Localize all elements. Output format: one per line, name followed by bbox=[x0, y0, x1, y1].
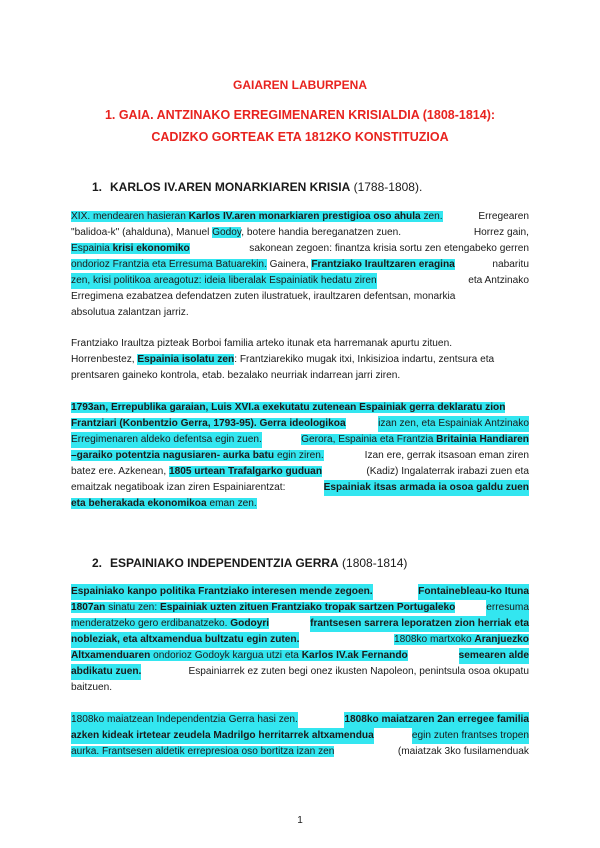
paragraph-5 bbox=[71, 712, 529, 760]
text-line: Frantziari (Konbentzio Gerra, 1793-95). Gerra ideologikoa izan zen, eta Espainiak Antzinako bbox=[71, 416, 529, 432]
text-line: menderatzeko gero erdibanatzeko. Godoyri frantsesen sarrera leporatzen zion herriak eta bbox=[71, 616, 529, 632]
text-line: Erregimena ezabatzea defendatzen zuten ilustratuek, iraultzaren defentsan, monarkia bbox=[71, 291, 456, 302]
text-line: abdikatu zuen. Espainiarrek ez zuten begi onez ikusten Napoleon, penintsula osoa okupatu bbox=[71, 664, 529, 680]
paragraph-3 bbox=[71, 400, 529, 512]
text-line: Erregimenaren aldeko defentsa egin zuen. Gerora, Espainia eta Frantzia Britainia Handiaren bbox=[71, 432, 529, 448]
text-line: azken kideak irtetear zeudela Madrilgo herritarrek altxamendua egin zuten frantses tropen bbox=[71, 728, 529, 744]
section-dates: (1788-1808). bbox=[350, 180, 423, 194]
document-title: GAIAREN LABURPENA bbox=[232, 78, 367, 92]
text-line: eta beherakada ekonomikoa eman zen. bbox=[71, 498, 257, 509]
text-line: 1807an sinatu zen: Espainiak uzten zituen Frantziako tropak sartzen Portugaleko erresuma bbox=[71, 600, 529, 616]
text-line: Horrenbestez, Espainia isolatu zen: Frantziarekiko mugak itxi, Inkisizioa indartu, zentsura eta bbox=[71, 354, 495, 365]
text-line: –garaiko potentzia nagusiaren- aurka batu egin ziren. Izan ere, gerrak itsasoan eman ziren bbox=[71, 450, 529, 461]
section-dates: (1808-1814) bbox=[338, 556, 408, 570]
text-line: XIX. mendearen hasieran Karlos IV.aren monarkiaren prestigioa oso ahula zen. Erregearen bbox=[71, 211, 529, 222]
text-line: prentsaren gaineko kontrola, etab. bezalako neurriak indarrean jarri ziren. bbox=[71, 370, 401, 381]
section-title: ESPAINIAKO INDEPENDENTZIA GERRA bbox=[110, 556, 339, 570]
text-line: Espainia krisi ekonomiko sakonean zegoen: finantza krisia sortu zen etengabeko gerren bbox=[71, 243, 529, 254]
section-heading-2 bbox=[92, 556, 407, 570]
text-line: Altxamenduaren ondorioz Godoyk kargua utzi eta Karlos IV.ak Fernando semearen alde bbox=[71, 648, 529, 664]
text-line: Frantziako Iraultza pizteak Borboi familia arteko itunak eta harremanak apurtu zituen. bbox=[71, 338, 453, 349]
text-line: Espainiako kanpo politika Frantziako interesen mende zegoen. Fontainebleau-ko Ituna bbox=[71, 584, 529, 600]
page-number: 1 bbox=[297, 815, 303, 826]
text-line: absolutua zalantzan jarriz. bbox=[71, 307, 189, 318]
text-line: nobleziak, eta altxamendua bultzatu egin zuten. 1808ko martxoko Aranjuezko bbox=[71, 632, 529, 648]
text-line: zen, krisi politikoa areagotuz: ideia liberalak Espainiatik hedatu ziren eta Antzinako bbox=[71, 273, 529, 289]
text-line: batez ere. Azkenean, 1805 urtean Trafalgarko guduan (Kadiz) Ingalaterrak irabazi zuen eta bbox=[71, 466, 529, 477]
text-line: 1793an, Errepublika garaian, Luis XVI.a exekutatu zutenean Espainiak gerra deklaratu zion bbox=[71, 402, 506, 413]
chapter-title-line-1: 1. GAIA. ANTZINAKO ERREGIMENAREN KRISIALDIA (1808-1814): bbox=[104, 108, 496, 122]
section-number: 2. bbox=[92, 556, 103, 570]
text-line: baitzuen. bbox=[71, 682, 113, 693]
section-number: 1. bbox=[92, 180, 103, 194]
section-title: KARLOS IV.AREN MONARKIAREN KRISIA bbox=[110, 180, 351, 194]
paragraph-2 bbox=[71, 336, 529, 384]
chapter-title-line-2: CADIZKO GORTEAK ETA 1812KO KONSTITUZIOA bbox=[151, 130, 449, 144]
text-line: emaitzak negatiboak izan ziren Espainiarentzat: Espainiak itsas armada ia osoa galdu zuen bbox=[71, 480, 529, 496]
text-line: 1808ko maiatzean Independentzia Gerra hasi zen. 1808ko maiatzaren 2an erregee familia bbox=[71, 712, 529, 728]
section-heading-1 bbox=[92, 180, 422, 194]
text-line: aurka. Frantsesen aldetik errepresioa oso bortitza izan zen (maiatzak 3ko fusilamenduak bbox=[71, 746, 529, 757]
paragraph-1 bbox=[71, 209, 529, 321]
paragraph-4 bbox=[71, 584, 529, 696]
text-line: ondorioz Frantzia eta Erresuma Batuarekin. Gainera, Frantziako Iraultzaren eragina nabaritu bbox=[71, 259, 529, 270]
text-line: "balidoa-k" (ahalduna), Manuel Godoy, botere handia bereganatzen zuen. Horrez gain, bbox=[71, 227, 529, 238]
